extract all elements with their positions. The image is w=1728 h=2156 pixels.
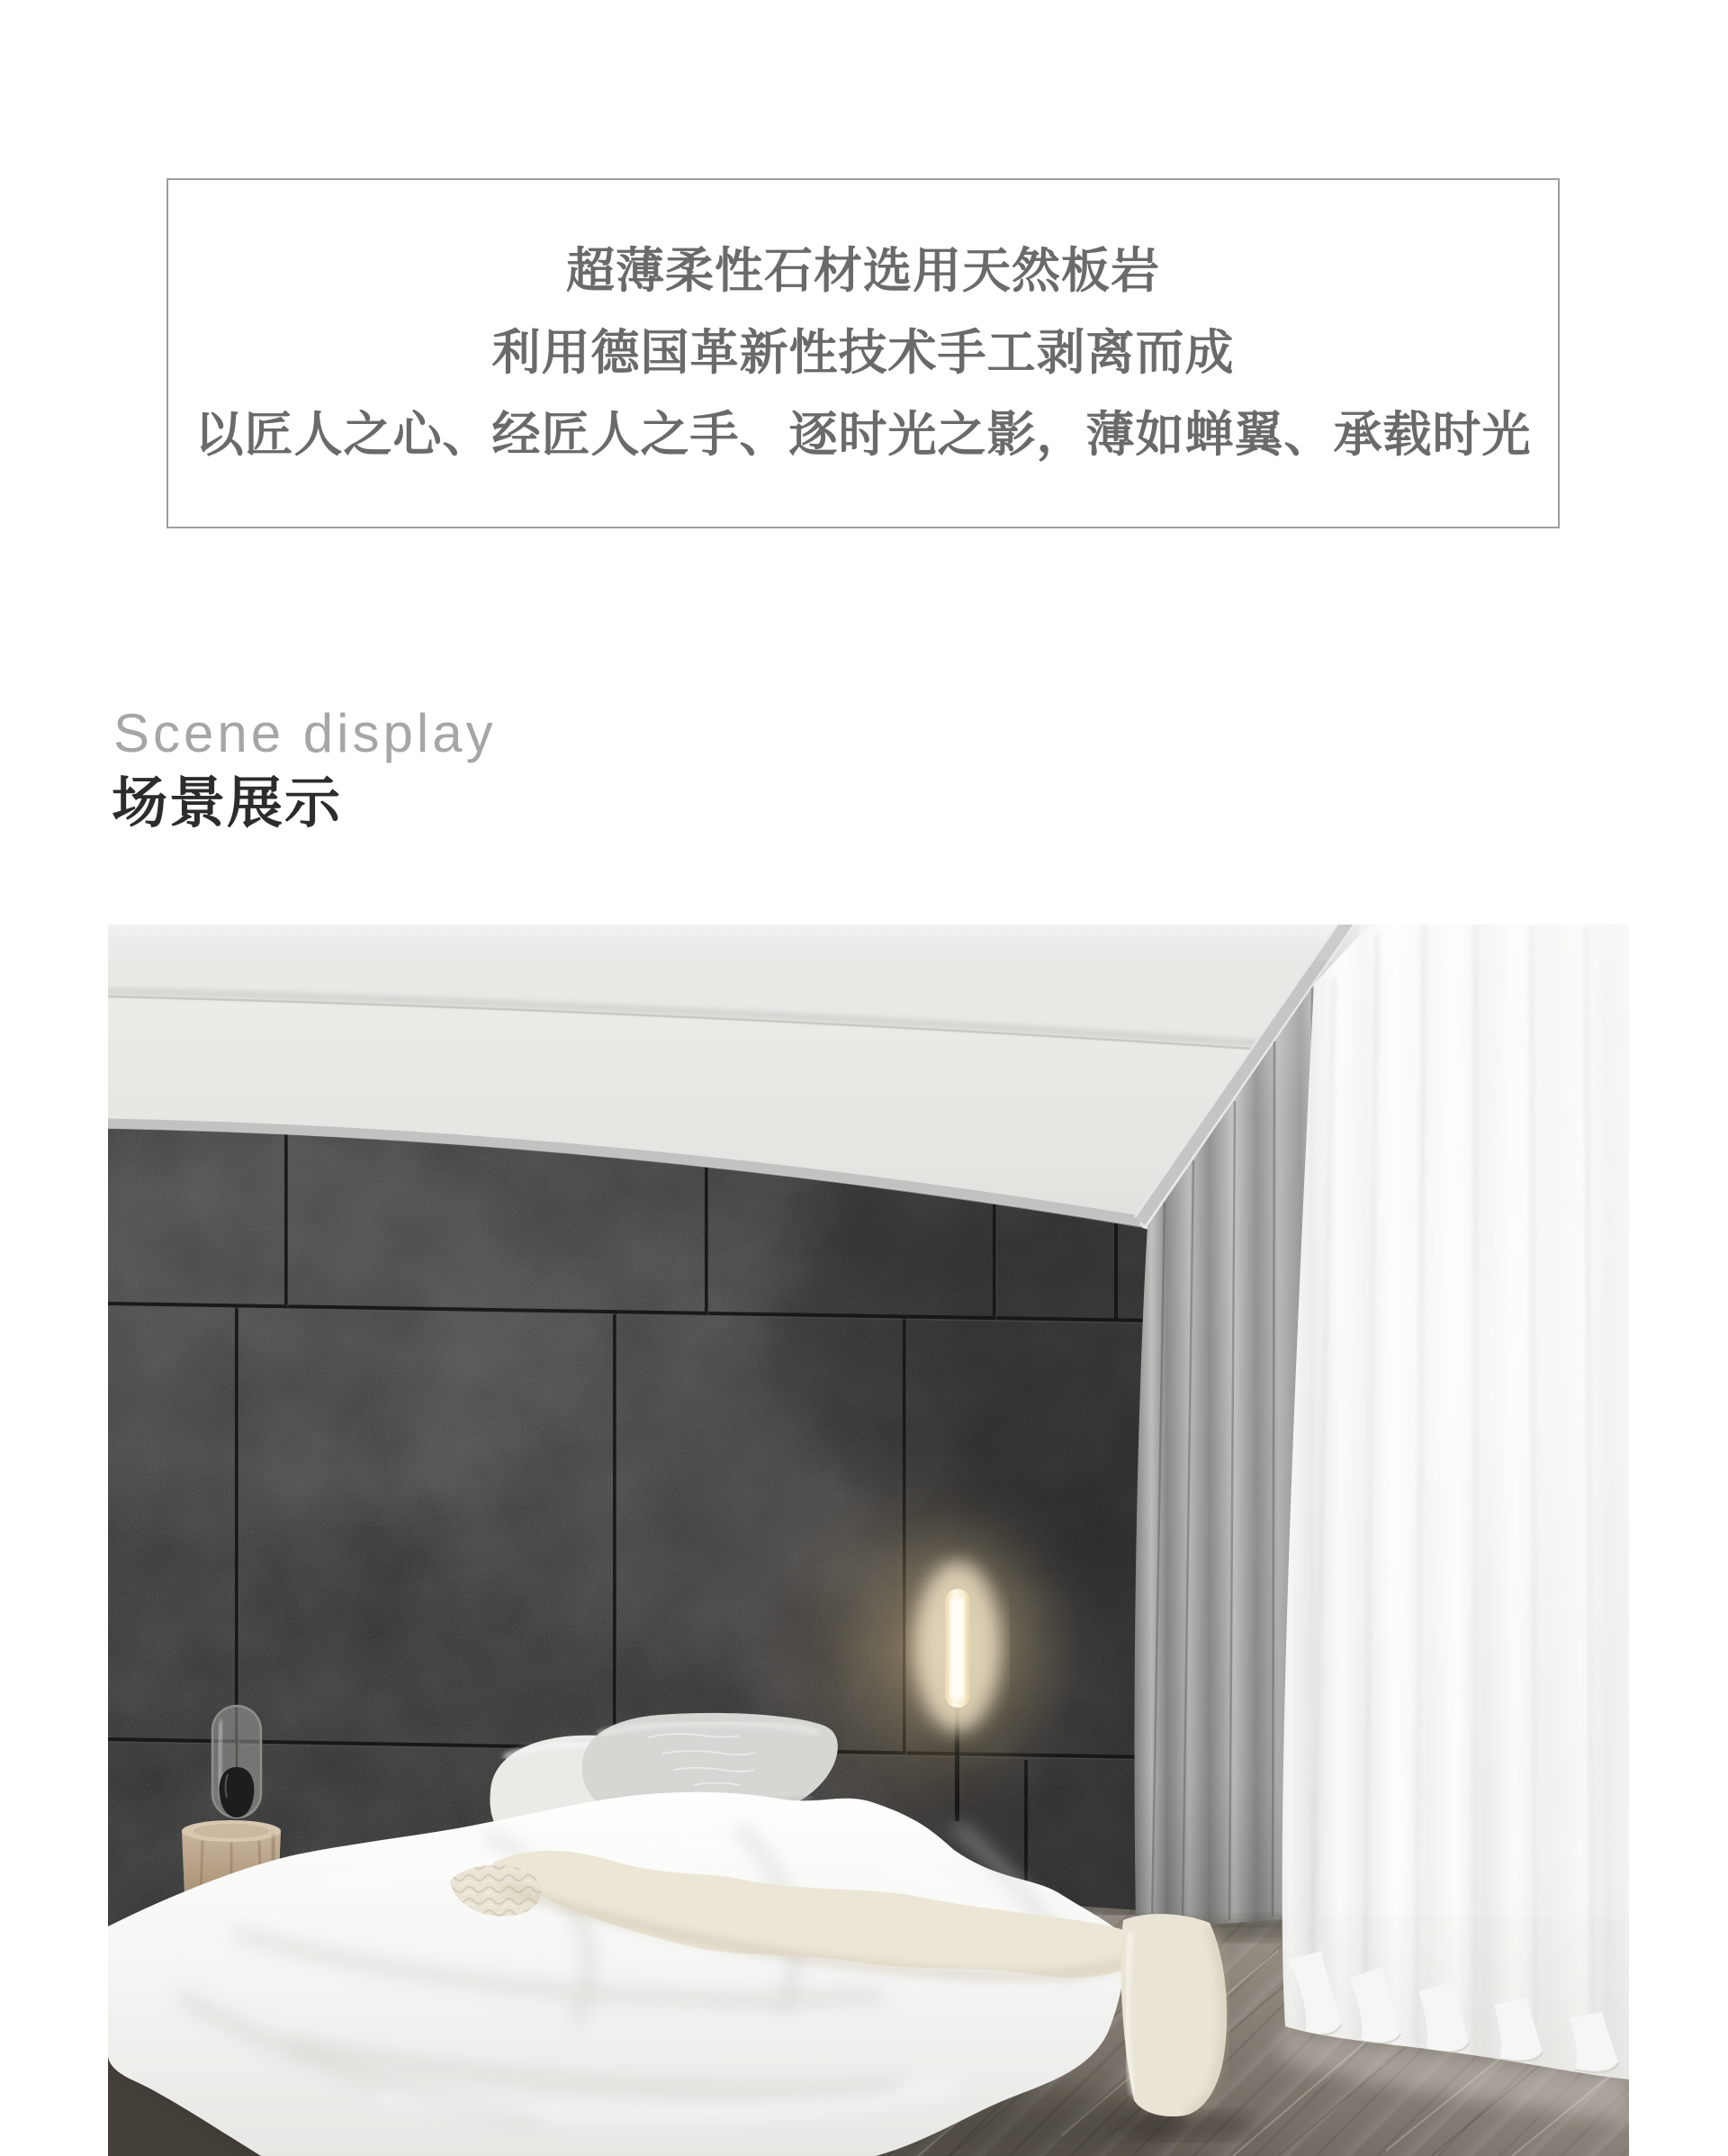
intro-line-1: 超薄柔性石材选用天然板岩 xyxy=(566,244,1160,298)
intro-text-box xyxy=(166,178,1560,528)
intro-line-3: 以匠人之心、经匠人之手、逐时光之影，薄如蝉翼、承载时光 xyxy=(194,408,1532,462)
table-lamp xyxy=(212,1706,261,1818)
section-title-chinese: 场景展示 xyxy=(112,772,343,834)
intro-line-2: 利用德国革新性技术手工剥离而成 xyxy=(491,326,1235,380)
photo-top-light xyxy=(108,925,1629,961)
section-title-english: Scene display xyxy=(113,703,497,763)
bedroom-scene-photo xyxy=(108,925,1629,2156)
